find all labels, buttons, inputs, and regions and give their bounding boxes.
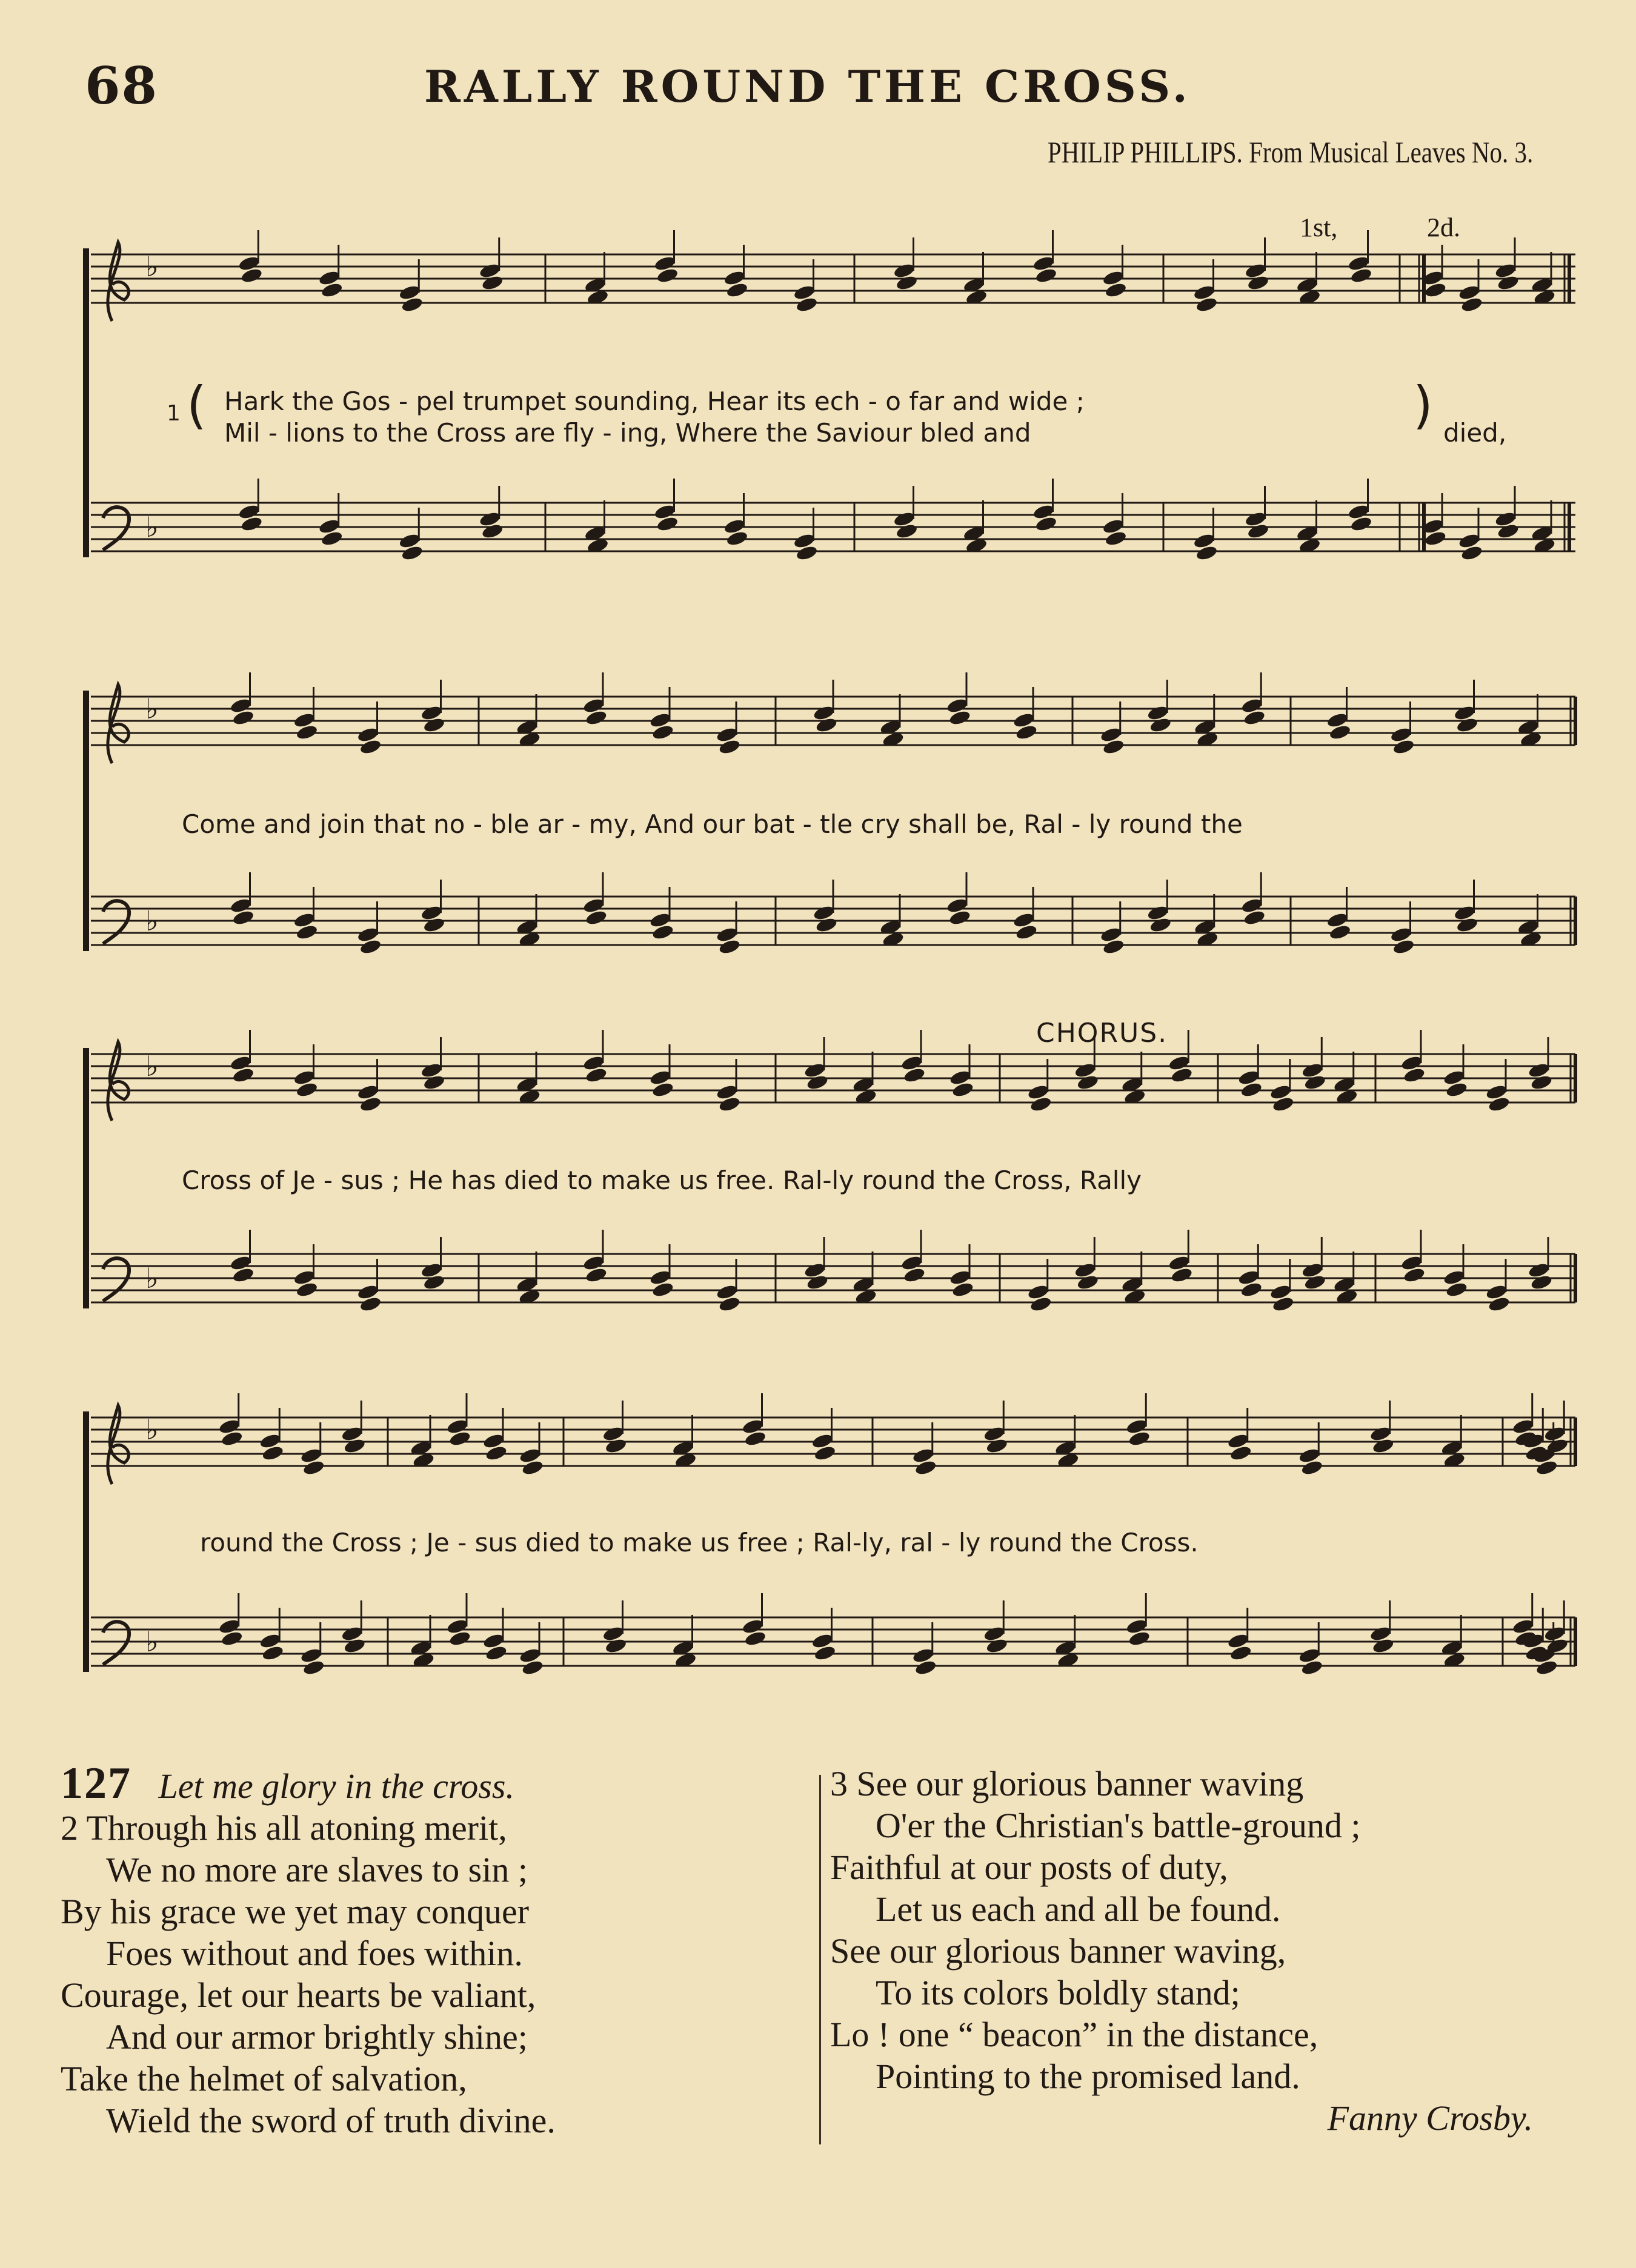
- verse-line: Pointing to the promised land.: [876, 2057, 1300, 2096]
- flat-icon: ♭: [145, 1050, 159, 1083]
- lyric-bracket-close: ): [1413, 376, 1433, 435]
- bass-clef-icon: [103, 507, 129, 550]
- flat-icon: ♭: [145, 511, 159, 543]
- music-system-4: [67, 1375, 1581, 1702]
- verse-line: See our glorious banner waving,: [830, 1931, 1286, 1971]
- music-system-2: [67, 654, 1581, 969]
- verse-line: Faithful at our posts of duty,: [830, 1848, 1228, 1887]
- column-divider: [819, 1775, 821, 2144]
- verse-line: 2 Through his all atoning merit,: [61, 1808, 507, 1848]
- hymn-verse-3: [830, 1763, 1588, 2139]
- verse-line: O'er the Christian's battle-ground ;: [876, 1806, 1361, 1845]
- verse-line: Foes without and foes within.: [106, 1934, 523, 1973]
- lyric-line: round the Cross ; Je - sus died to make us free ; Ral-ly, ral - ly round the Cross.: [200, 1528, 1199, 1557]
- verse-line: Wield the sword of truth divine.: [106, 2101, 556, 2140]
- verse-line: By his grace we yet may conquer: [61, 1892, 530, 1931]
- volta-first-ending: 1st,: [1300, 213, 1338, 242]
- hymn-number: 127: [61, 1759, 131, 1808]
- lyric-line: Come and join that no - ble ar - my, And our bat - tle cry shall be, Ral - ly round the: [182, 809, 1243, 839]
- page-title: RALLY ROUND THE CROSS.: [424, 61, 1191, 112]
- verse-line: Courage, let our hearts be valiant,: [61, 1975, 536, 2015]
- chorus-label: CHORUS.: [1036, 1018, 1168, 1049]
- flat-icon: ♭: [145, 692, 159, 725]
- page-number: 68: [85, 56, 158, 116]
- flat-icon: ♭: [145, 1625, 159, 1658]
- verse-line: 3 See our glorious banner waving: [830, 1764, 1304, 1803]
- lyric-line: Cross of Je - sus ; He has died to make us free. Ral-ly round the Cross, Rally: [182, 1166, 1142, 1195]
- verse-line: Let us each and all be found.: [876, 1889, 1281, 1929]
- lyric-bracket-open: (: [187, 376, 207, 435]
- verse-line: And our armor brightly shine;: [106, 2017, 528, 2057]
- hymn-verse-2: [61, 1759, 788, 2141]
- lyric-line-2: Mil - lions to the Cross are fly - ing, Where the Saviour bled and: [224, 418, 1031, 448]
- music-system-1: [67, 242, 1581, 582]
- bass-clef-icon: [103, 1258, 129, 1301]
- lyric-line-1: Hark the Gos - pel trumpet sounding, Hear its ech - o far and wide ;: [224, 386, 1085, 416]
- verse-number: 1: [167, 401, 181, 426]
- hymn-title: Let me glory in the cross.: [158, 1766, 514, 1806]
- verse-line: Take the helmet of salvation,: [61, 2059, 467, 2098]
- flat-icon: ♭: [145, 904, 159, 937]
- verse-line: Lo ! one “ beacon” in the distance,: [830, 2015, 1318, 2054]
- author-credit: Fanny Crosby.: [1327, 2098, 1533, 2138]
- flat-icon: ♭: [145, 1413, 159, 1446]
- flat-icon: ♭: [145, 1262, 159, 1295]
- composer-credit: PHILIP PHILLIPS. From Musical Leaves No. 3.: [1047, 135, 1533, 169]
- verse-line: To its colors boldly stand;: [876, 1973, 1240, 2012]
- volta-second-ending: 2d.: [1427, 213, 1460, 242]
- music-system-3: [67, 1012, 1581, 1327]
- bass-clef-icon: [103, 901, 129, 944]
- verse-line: We no more are slaves to sin ;: [106, 1850, 528, 1889]
- bass-clef-icon: [103, 1622, 129, 1665]
- lyric-ending: died,: [1443, 418, 1507, 448]
- flat-icon: ♭: [145, 250, 159, 283]
